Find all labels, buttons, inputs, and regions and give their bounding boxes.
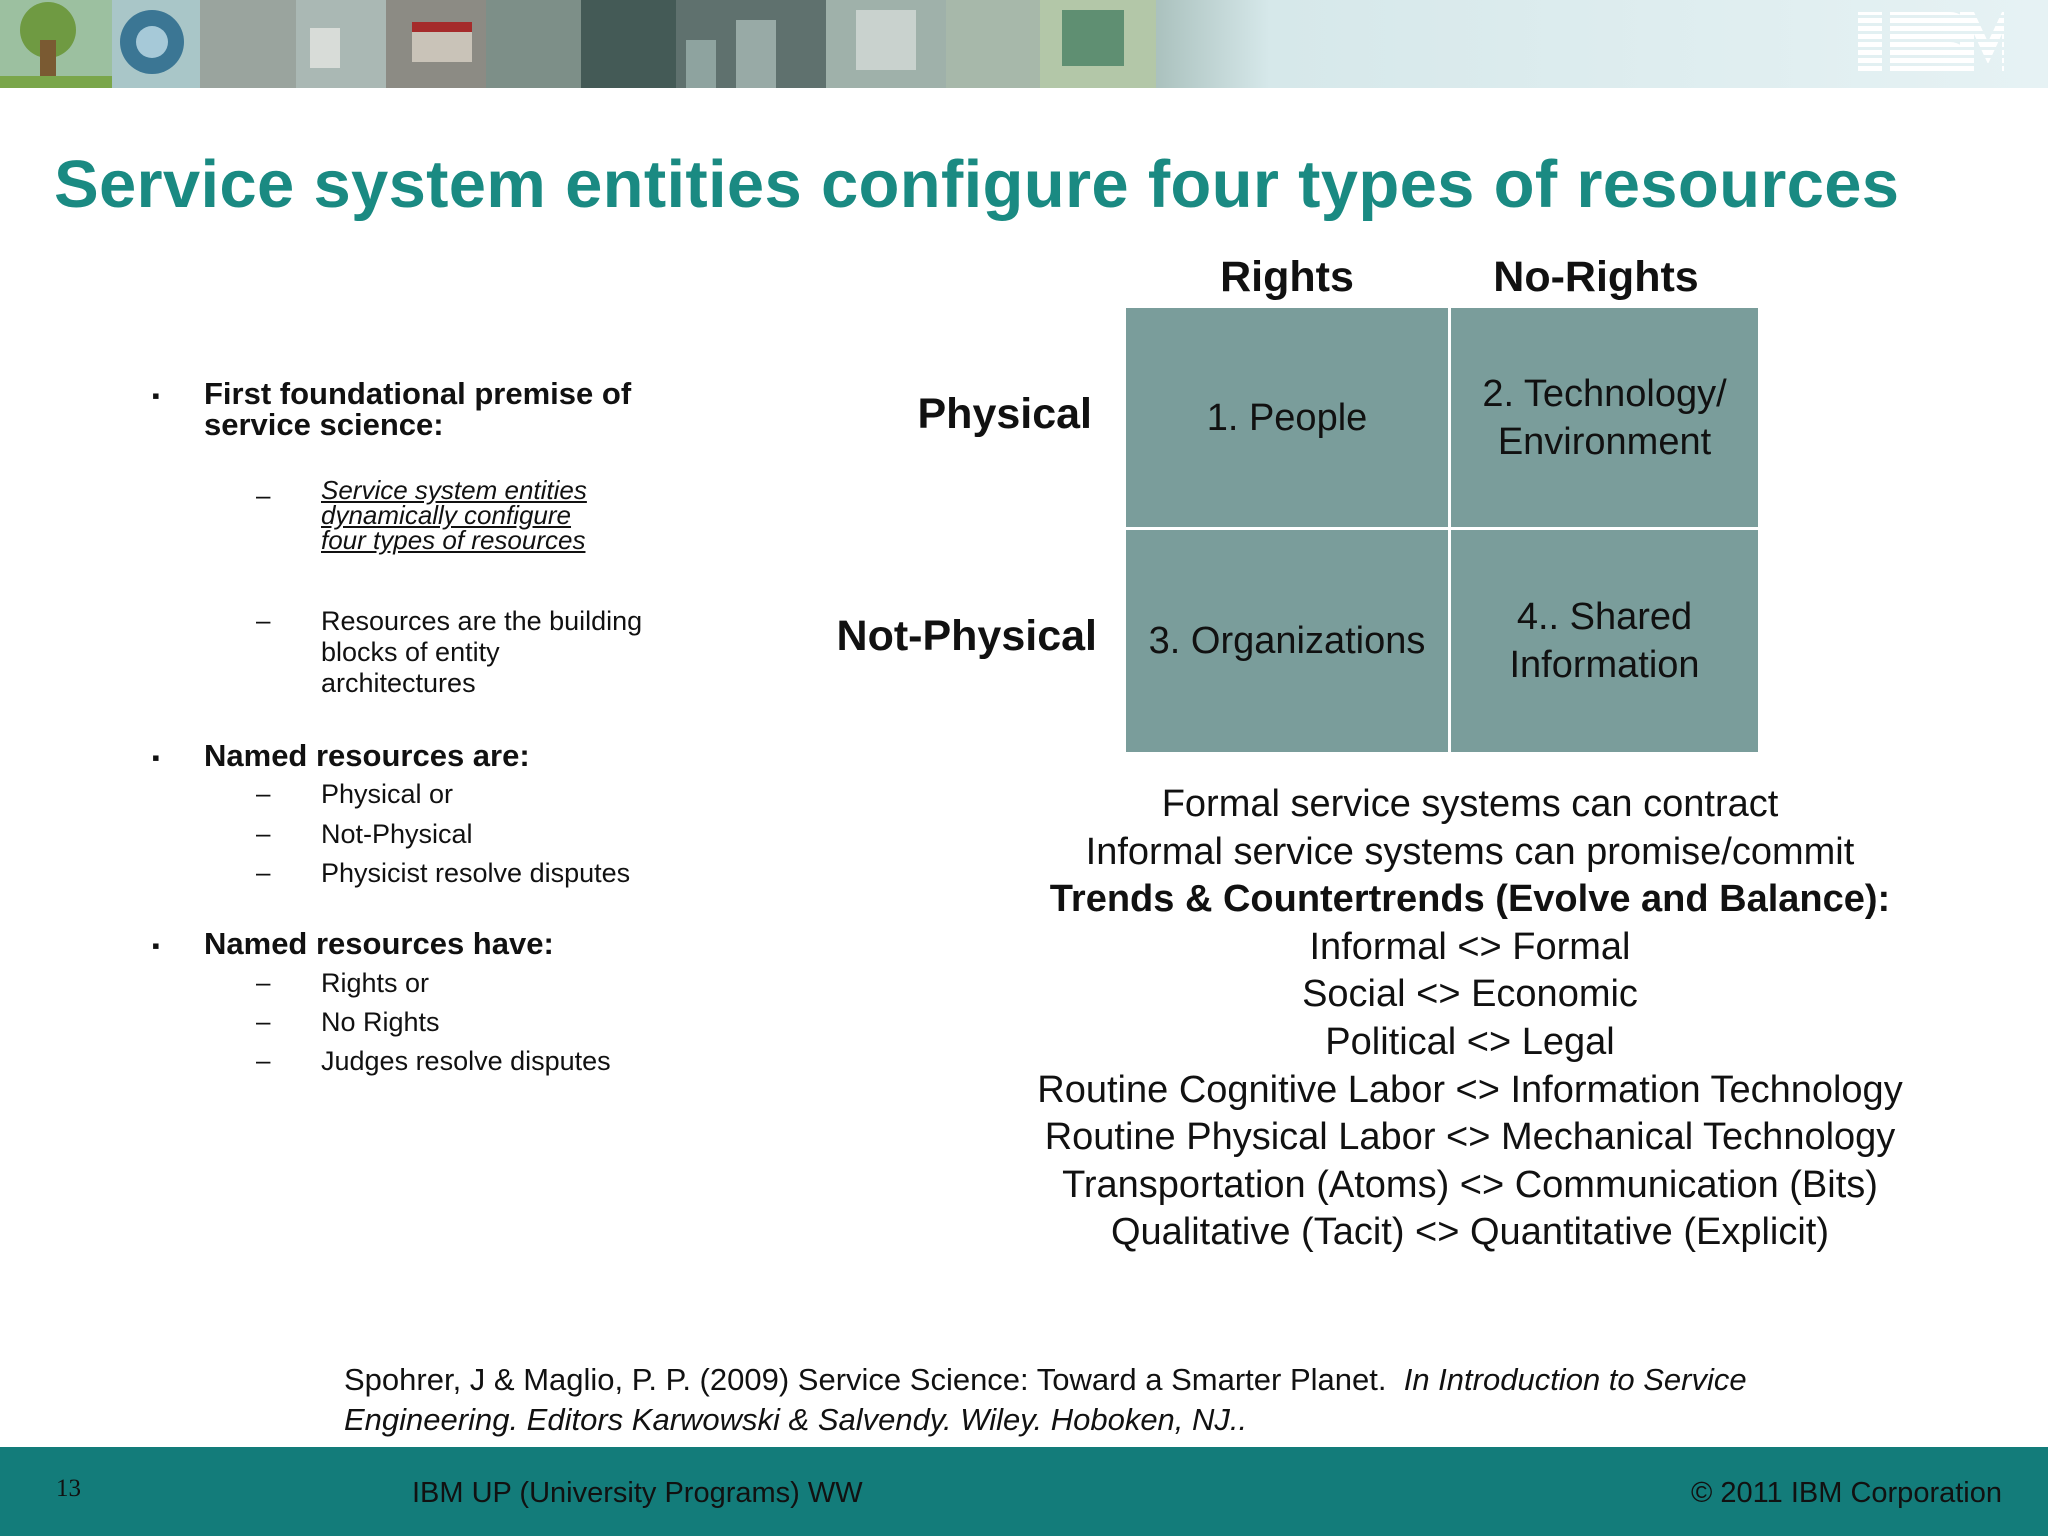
header-banner [0,0,2048,88]
row-header-physical: Physical [917,390,1092,438]
statement-line: Resources are the building [321,606,643,636]
photo-tile-4 [946,0,1046,88]
center-line-trends-heading: Trends & Countertrends (Evolve and Balance): [1049,878,1891,920]
column-header-no-rights: No-Rights [1493,253,1699,301]
dash-marker: – [256,605,271,635]
bullet-line: service science: [204,407,444,442]
cell-line: 2. Technology/ [1482,372,1727,415]
citation-main: Spohrer, J & Maglio, P. P. (2009) Service Science: Toward a Smarter Planet. [344,1362,1387,1397]
premise-statement [321,475,587,555]
list-item: Physicist resolve disputes [321,858,631,888]
premise-line: Service system entities [321,475,587,505]
bullet-named-resources-are: Named resources are: [204,738,530,773]
cell-line: Environment [1497,420,1712,463]
list-item: Judges resolve disputes [321,1046,611,1076]
citation [344,1360,1804,1440]
slide-title: Service system entities configure four types of resources [54,147,1900,222]
trend-line: Transportation (Atoms) <> Communication (Bits) [1062,1164,1878,1206]
dash-marker: – [256,480,271,510]
trend-line: Routine Physical Labor <> Mechanical Technology [1044,1116,1896,1158]
dash-marker: – [256,857,271,887]
circuit-image [1040,0,1156,88]
cell-line: 3. Organizations [1148,620,1426,662]
tree-image [0,0,120,88]
resource-matrix [1126,308,1758,752]
premise-line: four types of resources [321,525,586,555]
map-image [826,0,946,88]
statement-line: architectures [321,668,476,698]
dash-marker: – [256,1045,271,1075]
resources-statement [321,606,642,699]
citation-source: In Introduction to Service Engineering. Editors Karwowski & Salvendy. Wiley. Hoboken, NJ.. [344,1362,1747,1437]
trend-line: Informal <> Formal [1309,926,1631,968]
cell-line: 4.. Shared [1516,596,1693,638]
bullet-marker: ▪ [152,383,160,408]
cell-shared-information [1451,530,1758,752]
column-header-rights: Rights [1220,253,1354,301]
bullet-first-premise [204,378,631,440]
cell-people [1126,308,1448,527]
list-item: Not-Physical [321,819,473,849]
trend-line: Social <> Economic [1302,973,1638,1015]
building-image [296,0,386,88]
cell-technology-environment [1451,308,1758,527]
bullet-line: First foundational premise of [204,376,632,411]
bullet-named-resources-have: Named resources have: [204,926,554,961]
city-image [676,0,826,88]
globe-image [112,0,200,88]
bullet-marker: ▪ [152,933,160,958]
photo-tile-3 [581,0,676,88]
trend-line: Political <> Legal [1325,1021,1615,1063]
dash-marker: – [256,1006,271,1036]
center-line-informal: Informal service systems can promise/commit [1085,831,1855,873]
trend-line: Routine Cognitive Labor <> Information Technology [1037,1069,1903,1111]
dash-marker: – [256,818,271,848]
list-item: Rights or [321,968,430,998]
footer-program: IBM UP (University Programs) WW [412,1477,863,1509]
footer-copyright: © 2011 IBM Corporation [1691,1477,2002,1509]
ibm-logo-mark [1854,10,2004,78]
row-header-not-physical: Not-Physical [836,612,1097,660]
trend-line: Qualitative (Tacit) <> Quantitative (Explicit) [1110,1211,1830,1253]
cell-line: Information [1509,644,1700,686]
bullet-marker: ▪ [152,745,160,770]
ibm-logo [1854,10,2004,83]
page-number: 13 [56,1475,81,1502]
house-image [386,0,486,88]
cell-organizations [1126,530,1448,752]
cell-line: 1. People [1206,396,1368,439]
center-line-formal: Formal service systems can contract [1161,783,1779,825]
statement-line: blocks of entity [321,637,500,667]
list-item: No Rights [321,1007,440,1037]
list-item: Physical or [321,779,454,809]
photo-tile-2 [486,0,581,88]
dash-marker: – [256,778,271,808]
photo-tile-1 [200,0,296,88]
dash-marker: – [256,967,271,997]
premise-line: dynamically configure [321,500,572,530]
